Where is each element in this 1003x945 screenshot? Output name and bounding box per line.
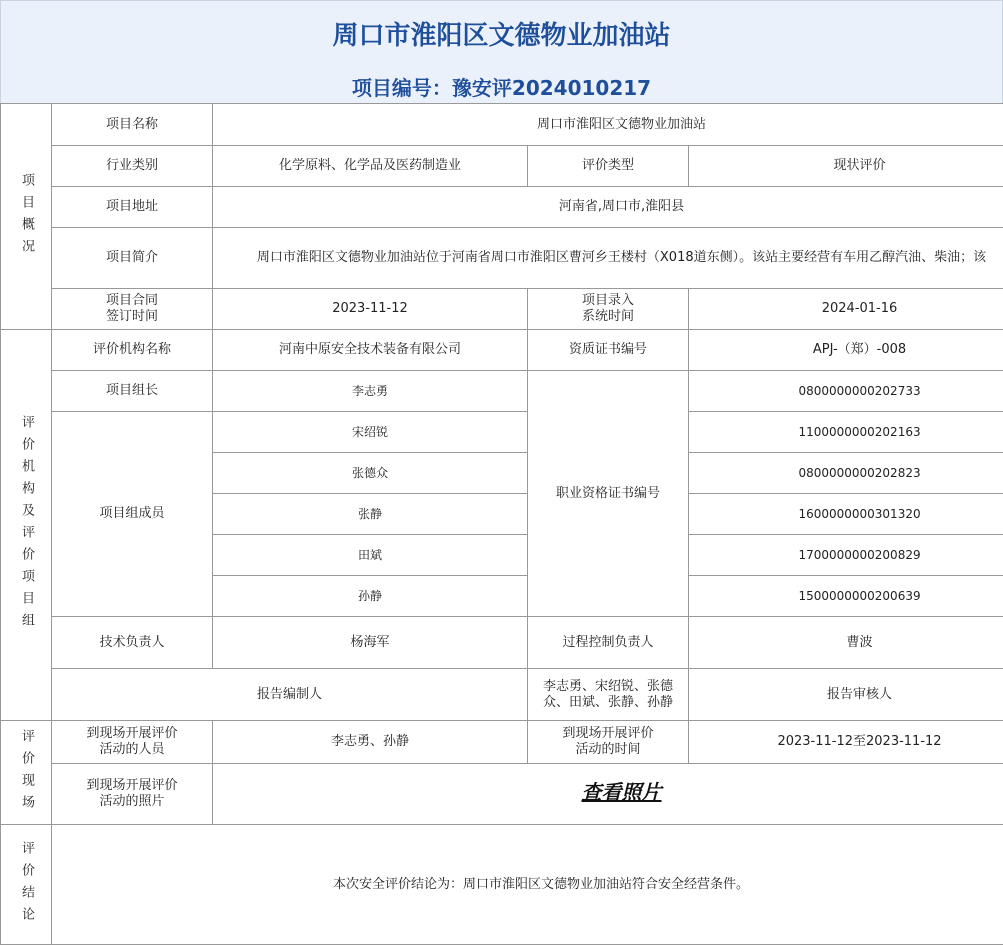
site-time-label xyxy=(528,721,689,764)
site-photo-label-line2: 活动的照片 xyxy=(56,794,208,810)
team-member-cert: 1100000000202163 xyxy=(689,412,1003,453)
org-value: 河南中原安全技术装备有限公司 xyxy=(213,330,528,371)
view-photos-link[interactable]: 查看照片 xyxy=(582,780,662,804)
team-member-cert: 1500000000200639 xyxy=(689,576,1003,617)
report-author-label: 报告编制人 xyxy=(52,669,528,721)
address-label: 项目地址 xyxy=(52,187,213,228)
site-people-label-line2: 活动的人员 xyxy=(56,742,208,758)
section-overview-label: 项目概况 xyxy=(1,104,52,330)
team-member-name: 张德众 xyxy=(213,453,528,494)
leader-label: 项目组长 xyxy=(52,371,213,412)
members-label: 项目组成员 xyxy=(52,412,213,617)
brief-label: 项目简介 xyxy=(52,228,213,289)
address-value: 河南省,周口市,淮阳县 xyxy=(213,187,1003,228)
site-photo-label-line1: 到现场开展评价 xyxy=(56,778,208,794)
report-authors-value: 李志勇、宋绍锐、张德众、田斌、张静、孙静 xyxy=(528,669,689,721)
conclusion-text: 本次安全评价结论为：周口市淮阳区文德物业加油站符合安全经营条件。 xyxy=(52,825,1003,945)
tech-lead-value: 杨海军 xyxy=(213,617,528,669)
project-info-table xyxy=(0,103,1003,945)
site-photo-cell xyxy=(213,764,1003,825)
site-time-label-line1: 到现场开展评价 xyxy=(532,726,684,742)
team-member-cert: 0800000000202823 xyxy=(689,453,1003,494)
project-name-label: 项目名称 xyxy=(52,104,213,146)
process-lead-label: 过程控制负责人 xyxy=(528,617,689,669)
entry-label-line1: 项目录入 xyxy=(532,293,684,309)
cert-value: APJ-（郑）-008 xyxy=(689,330,1003,371)
industry-label: 行业类别 xyxy=(52,146,213,187)
eval-type-label: 评价类型 xyxy=(528,146,689,187)
project-number xyxy=(1,72,1002,101)
qualification-label: 职业资格证书编号 xyxy=(528,371,689,617)
team-member-name: 宋绍锐 xyxy=(213,412,528,453)
org-label: 评价机构名称 xyxy=(52,330,213,371)
page-title: 周口市淮阳区文德物业加油站 xyxy=(1,15,1002,52)
tech-lead-label: 技术负责人 xyxy=(52,617,213,669)
site-time-label-line2: 活动的时间 xyxy=(532,742,684,758)
eval-type-value: 现状评价 xyxy=(689,146,1003,187)
site-people-value: 李志勇、孙静 xyxy=(213,721,528,764)
team-member-name: 张静 xyxy=(213,494,528,535)
industry-value: 化学原料、化学品及医药制造业 xyxy=(213,146,528,187)
page-header xyxy=(0,0,1003,104)
site-people-label-line1: 到现场开展评价 xyxy=(56,726,208,742)
section-site-label: 评价现场 xyxy=(1,721,52,825)
team-member-name: 田斌 xyxy=(213,535,528,576)
entry-date-label xyxy=(528,289,689,330)
team-member-cert: 1700000000200829 xyxy=(689,535,1003,576)
site-time-value: 2023-11-12至2023-11-12 xyxy=(689,721,1003,764)
section-agency-label: 评价机构及评价项目组 xyxy=(1,330,52,721)
project-name-value: 周口市淮阳区文德物业加油站 xyxy=(213,104,1003,146)
contract-label-line1: 项目合同 xyxy=(56,293,208,309)
entry-date-value: 2024-01-16 xyxy=(689,289,1003,330)
team-member-name: 孙静 xyxy=(213,576,528,617)
brief-value: 周口市淮阳区文德物业加油站位于河南省周口市淮阳区曹河乡王楼村（X018道东侧）。该站主要经营有车用乙醇汽油、柴油；该 xyxy=(213,228,1003,289)
contract-date-value: 2023-11-12 xyxy=(213,289,528,330)
section-conclusion-label: 评价结论 xyxy=(1,825,52,945)
cert-label: 资质证书编号 xyxy=(528,330,689,371)
reviewer-label: 报告审核人 xyxy=(689,669,1003,721)
process-lead-value: 曹波 xyxy=(689,617,1003,669)
site-photo-label xyxy=(52,764,213,825)
project-number-value: 豫安评2024010217 xyxy=(452,76,651,100)
team-member-name: 李志勇 xyxy=(213,371,528,412)
project-number-label: 项目编号： xyxy=(352,76,452,100)
contract-label-line2: 签订时间 xyxy=(56,309,208,325)
site-people-label xyxy=(52,721,213,764)
entry-label-line2: 系统时间 xyxy=(532,309,684,325)
contract-date-label xyxy=(52,289,213,330)
team-member-cert: 1600000000301320 xyxy=(689,494,1003,535)
team-member-cert: 0800000000202733 xyxy=(689,371,1003,412)
